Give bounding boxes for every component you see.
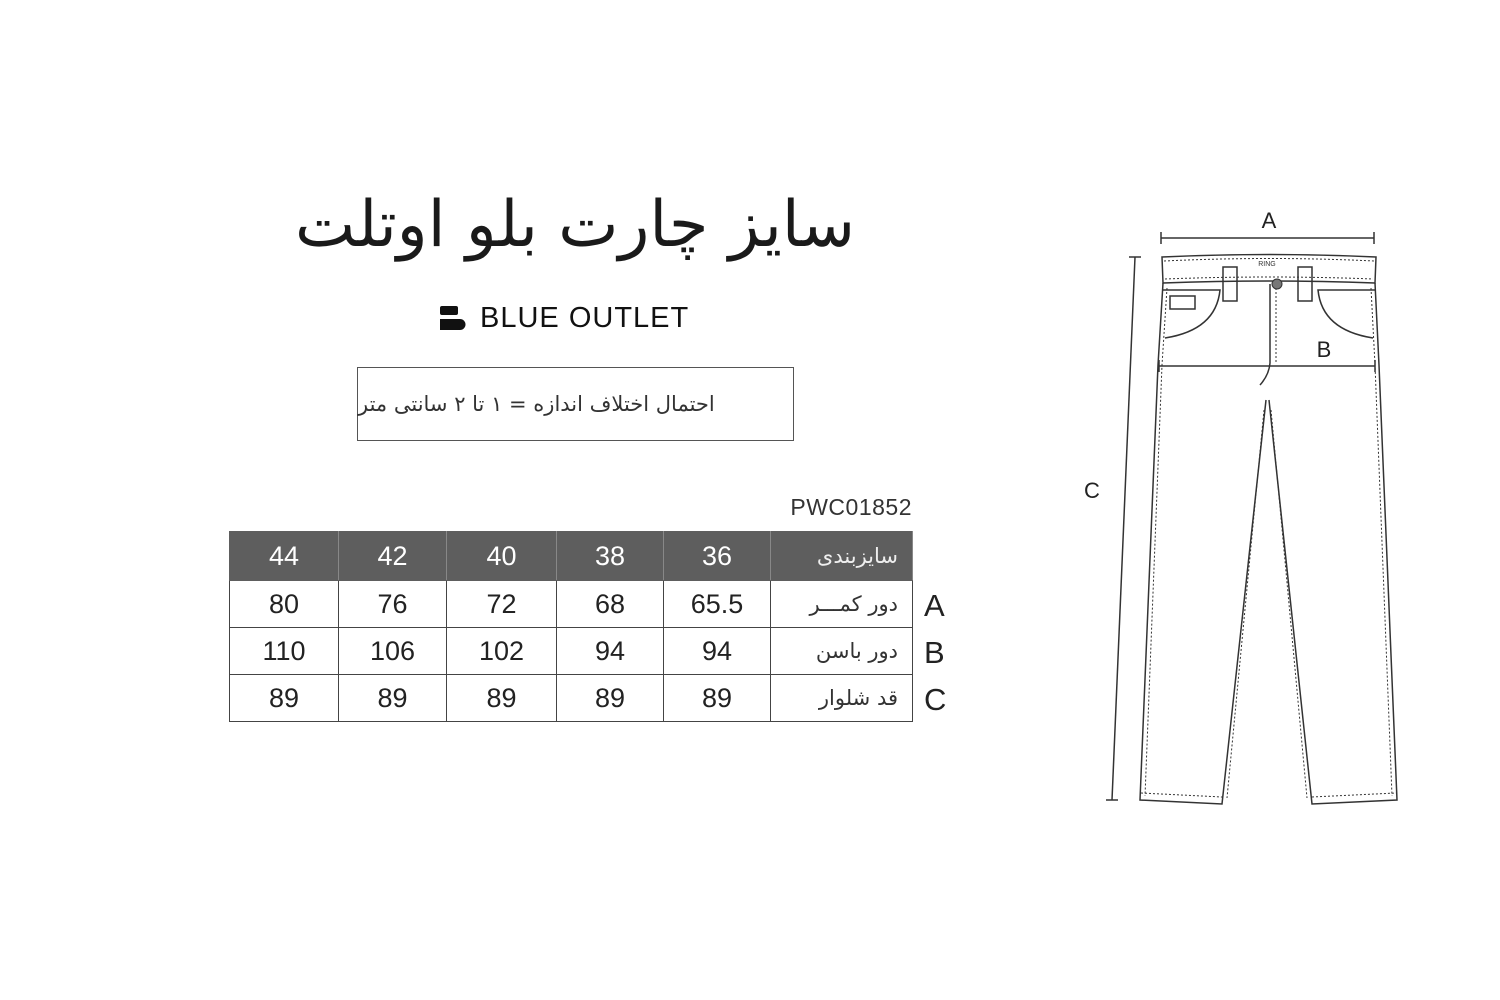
table-cell: 89 — [557, 675, 664, 722]
size-header: 40 — [447, 532, 557, 581]
table-cell: 65.5 — [664, 581, 771, 628]
table-cell: 110 — [230, 628, 339, 675]
pants-diagram — [1070, 200, 1410, 820]
table-cell: 89 — [339, 675, 447, 722]
row-label: دور کمـــر — [771, 581, 913, 628]
table-cell: 72 — [447, 581, 557, 628]
brand-name: BLUE OUTLET — [480, 301, 690, 334]
table-cell: 106 — [339, 628, 447, 675]
table-cell: 89 — [230, 675, 339, 722]
table-cell: 94 — [664, 628, 771, 675]
table-cell: 102 — [447, 628, 557, 675]
row-label: قد شلوار — [771, 675, 913, 722]
dimension-label-b: B — [1316, 337, 1332, 362]
table-row — [230, 581, 913, 628]
dimension-label-a: A — [1261, 208, 1277, 233]
pants-outline — [1140, 255, 1397, 805]
table-cell: 68 — [557, 581, 664, 628]
table-header-row — [230, 532, 913, 581]
brand-b-logo-icon — [440, 306, 468, 330]
tolerance-note-box — [357, 367, 794, 441]
table-cell: 89 — [447, 675, 557, 722]
dimension-c — [1106, 257, 1141, 800]
button-icon — [1272, 279, 1282, 289]
page-title: سایز چارت بلو اوتلت — [294, 188, 856, 262]
size-header: 36 — [664, 532, 771, 581]
table-cell: 80 — [230, 581, 339, 628]
size-table — [229, 531, 913, 722]
row-letter-b: B — [924, 635, 945, 670]
row-letter-c: C — [924, 682, 947, 717]
size-header: 38 — [557, 532, 664, 581]
table-row — [230, 628, 913, 675]
table-row — [230, 675, 913, 722]
size-header: 44 — [230, 532, 339, 581]
table-cell: 94 — [557, 628, 664, 675]
dimension-a — [1161, 232, 1374, 244]
waistband-label: RING — [1258, 261, 1276, 268]
size-header: 42 — [339, 532, 447, 581]
row-letters — [924, 582, 946, 723]
size-header-label: سایزبندی — [771, 532, 913, 581]
tolerance-note: احتمال اختلاف اندازه = ۱ تا ۲ سانتی متر — [358, 392, 715, 416]
product-code: PWC01852 — [790, 494, 912, 520]
table-cell: 76 — [339, 581, 447, 628]
dimension-b — [1159, 360, 1375, 372]
brand — [440, 300, 689, 336]
row-letter-a: A — [924, 588, 945, 623]
row-label: دور باسن — [771, 628, 913, 675]
dimension-label-c: C — [1084, 478, 1100, 503]
table-cell: 89 — [664, 675, 771, 722]
